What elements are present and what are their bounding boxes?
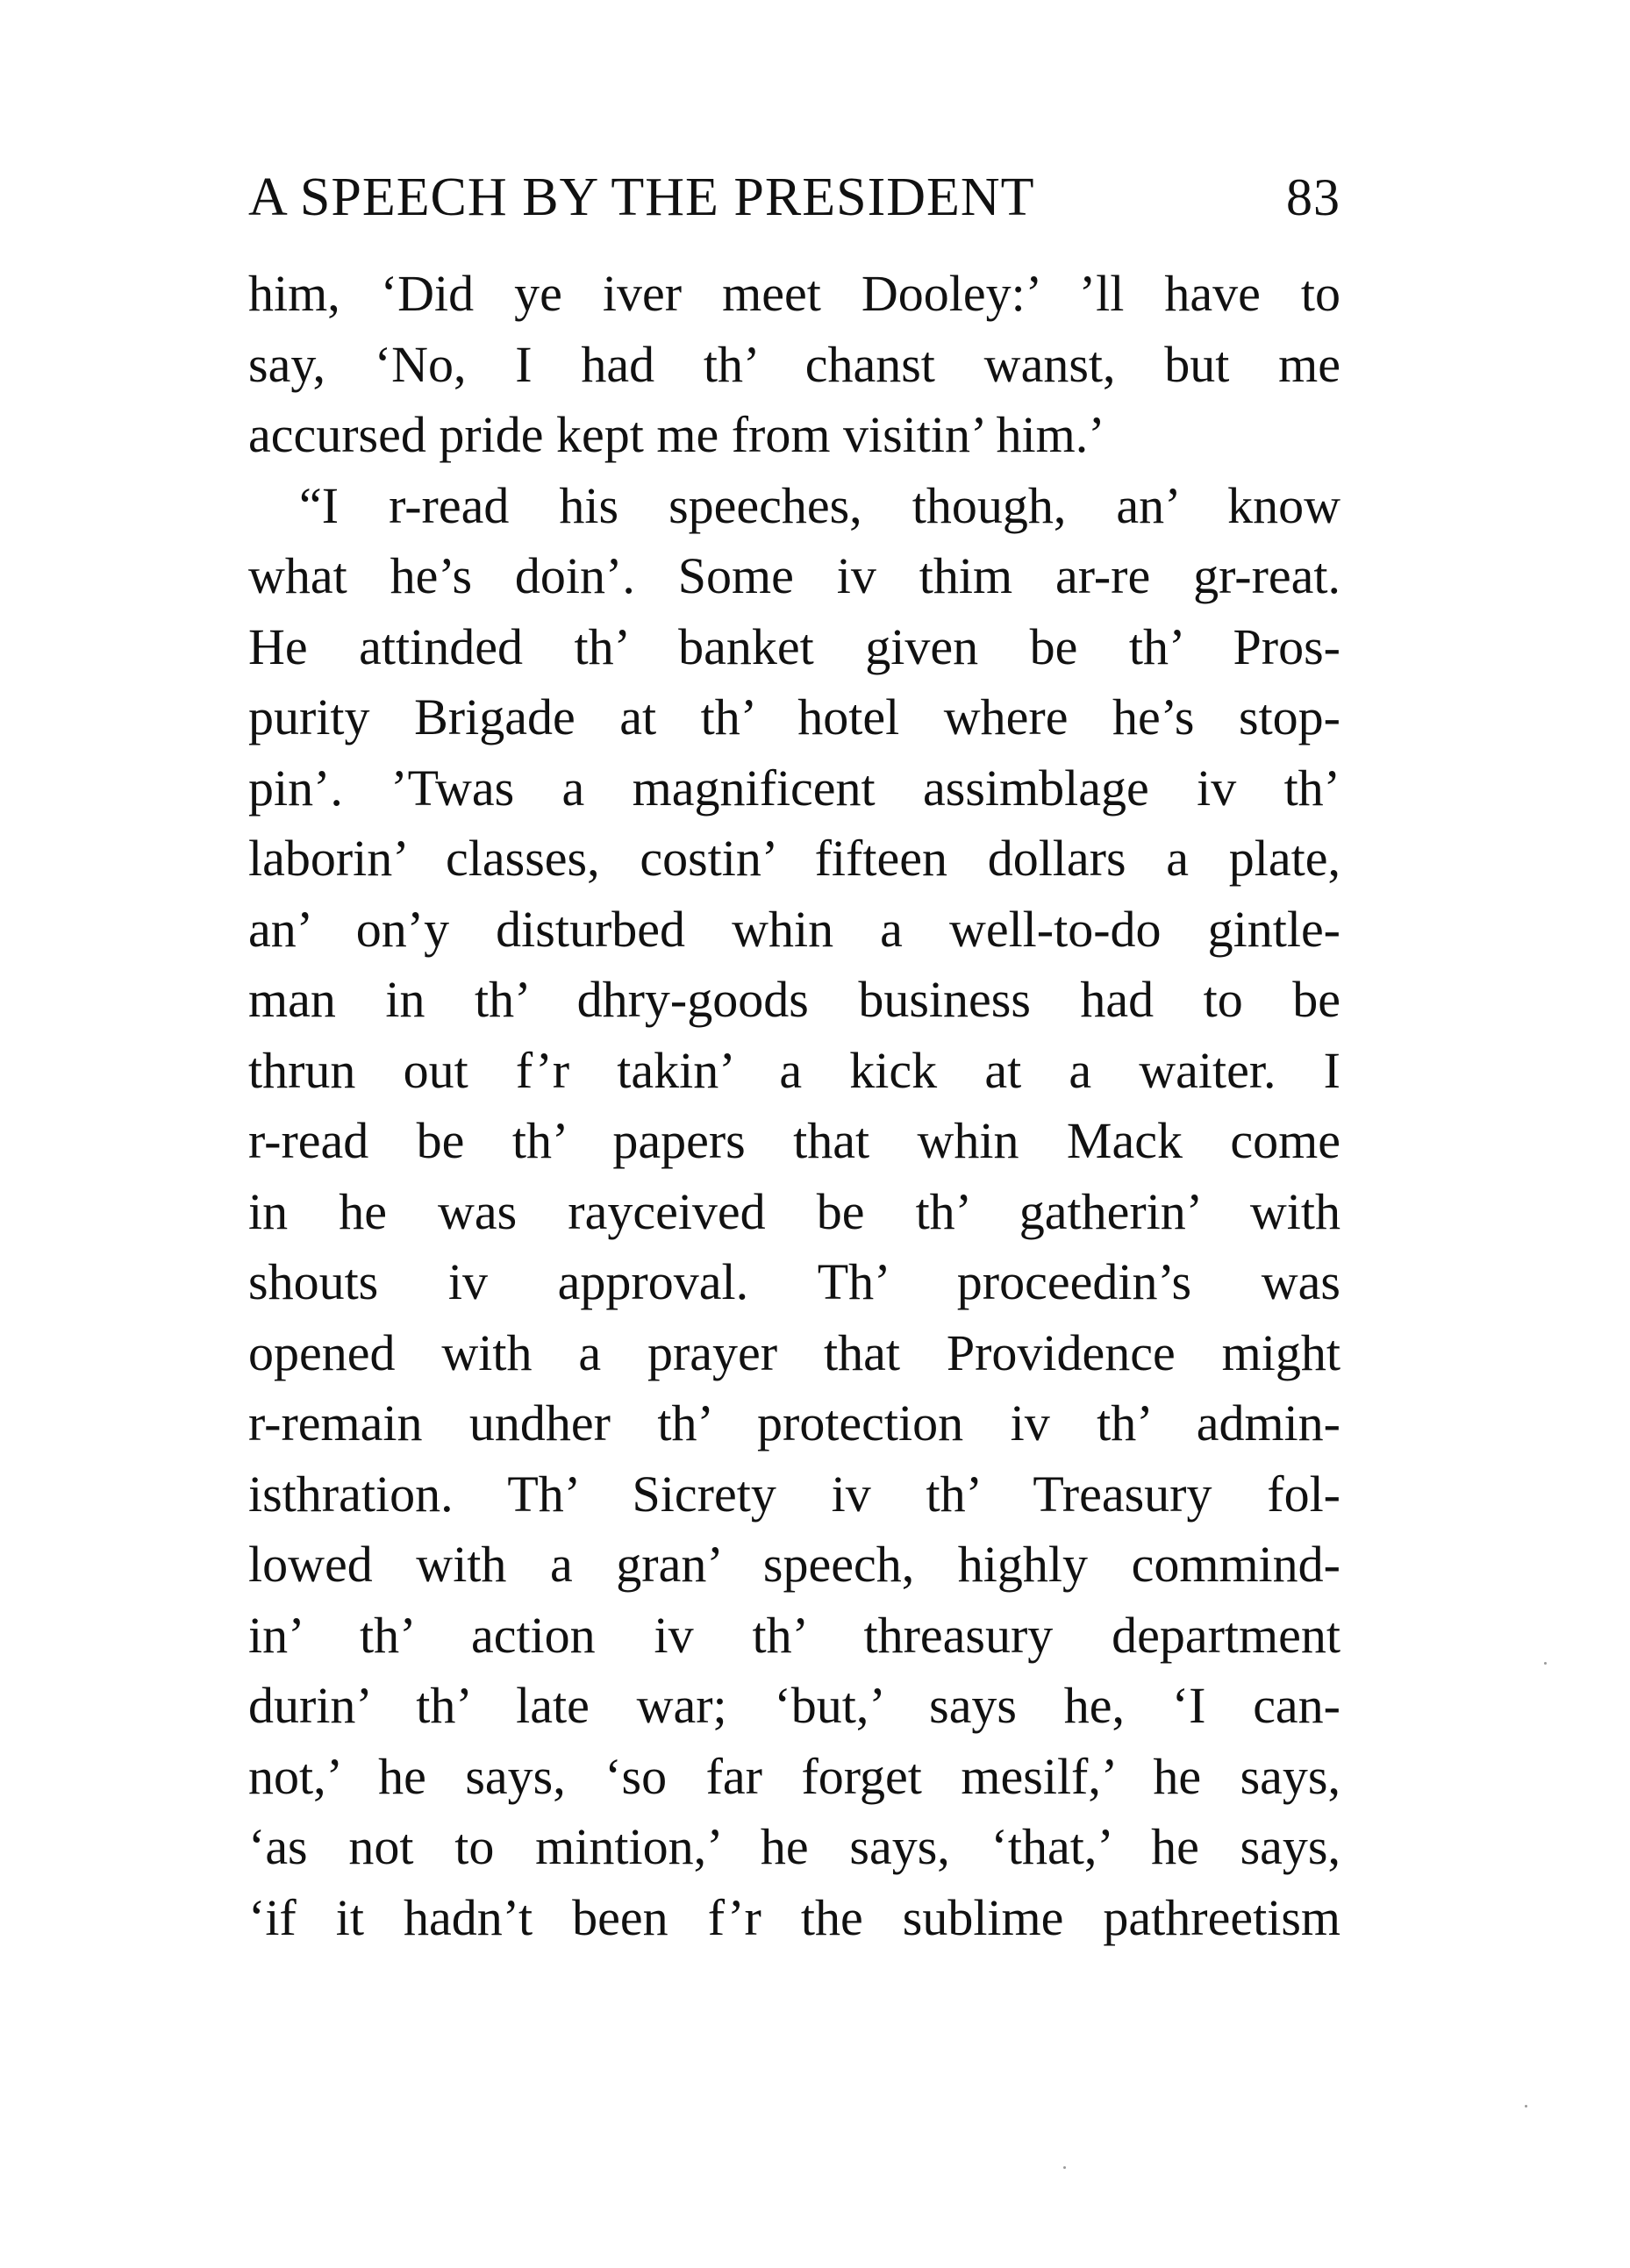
text-line: ‘as not to mintion,’ he says, ‘that,’ he says, xyxy=(248,1818,1340,1875)
running-title: A SPEECH BY THE PRESIDENT xyxy=(248,168,1035,227)
text-line: r-remain undher th’ protection iv th’ admin- xyxy=(248,1394,1340,1451)
text-line: He attinded th’ banket given be th’ Pros- xyxy=(248,617,1340,675)
running-header xyxy=(248,162,1340,232)
text-line: thrun out f’r takin’ a kick at a waiter. I xyxy=(248,1041,1340,1099)
text-line: ‘if it hadn’t been f’r the sublime pathreetism xyxy=(248,1888,1340,1946)
text-line: in’ th’ action iv th’ threasury department xyxy=(248,1606,1340,1664)
text-line: r-read be th’ papers that whin Mack come xyxy=(248,1112,1340,1169)
text-line: opened with a prayer that Providence might xyxy=(248,1323,1340,1381)
text-line: an’ on’y disturbed whin a well-to-do gintle- xyxy=(248,900,1340,958)
text-line: him, ‘Did ye iver meet Dooley:’ ’ll have to xyxy=(248,265,1340,322)
text-line: say, ‘No, I had th’ chanst wanst, but me xyxy=(248,335,1340,393)
text-line: purity Brigade at th’ hotel where he’s stop- xyxy=(248,688,1340,745)
text-line: not,’ he says, ‘so far forget mesilf,’ he says, xyxy=(248,1747,1340,1805)
text-line: lowed with a gran’ speech, highly commind- xyxy=(248,1536,1340,1593)
text-line: isthration. Th’ Sicrety iv th’ Treasury fol- xyxy=(248,1465,1340,1523)
page-number: 83 xyxy=(1286,168,1340,226)
text-line: shouts iv approval. Th’ proceedin’s was xyxy=(248,1253,1340,1310)
text-line: man in th’ dhry-goods business had to be xyxy=(248,971,1340,1028)
text-line: pin’. ’Twas a magnificent assimblage iv th’ xyxy=(248,759,1340,817)
text-line: what he’s doin’. Some iv thim ar-re gr-reat. xyxy=(248,547,1340,604)
text-line: durin’ th’ late war; ‘but,’ says he, ‘I can- xyxy=(248,1677,1340,1734)
body-text xyxy=(248,259,1340,1953)
paper-speck xyxy=(1525,2105,1527,2108)
paper-speck xyxy=(1063,2166,1066,2169)
paragraph-first-line: “I r-read his speeches, though, an’ know xyxy=(299,476,1340,534)
text-line: in he was rayceived be th’ gatherin’ with xyxy=(248,1182,1340,1240)
text-line: laborin’ classes, costin’ fifteen dollars a plate, xyxy=(248,830,1340,887)
text-line: accursed pride kept me from visitin’ him.’ xyxy=(248,406,1105,463)
paper-speck xyxy=(1544,1662,1547,1665)
